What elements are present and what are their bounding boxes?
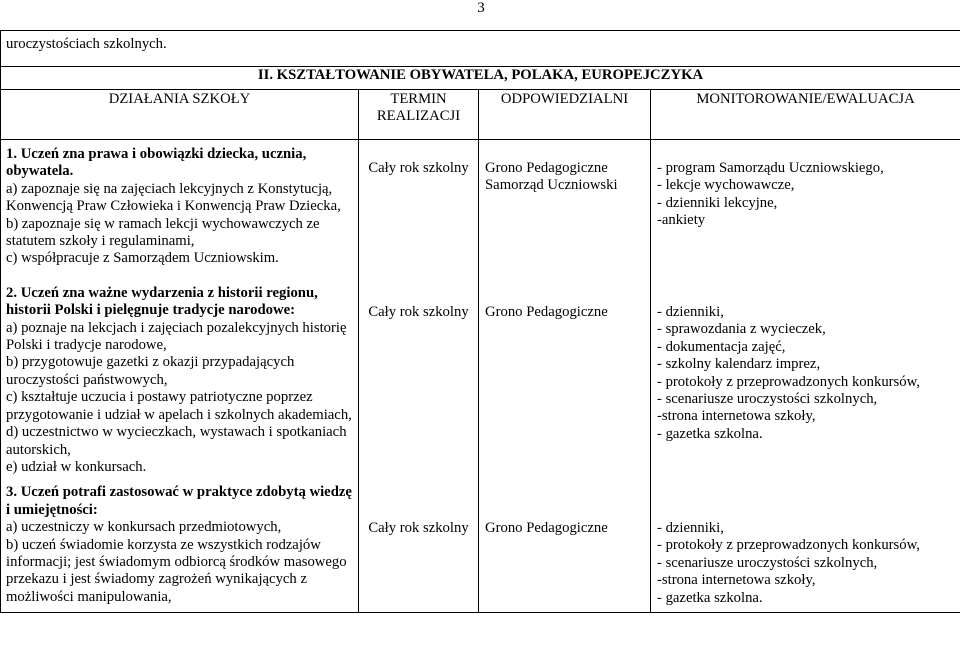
- action-item: a) uczestniczy w konkursach przedmiotowych,: [6, 519, 282, 536]
- monitoring-item: -strona internetowa szkoły,: [657, 408, 816, 425]
- action-title-3: 3. Uczeń potrafi zastosować w praktyce zdobytą wiedzę i umiejętności:: [6, 484, 352, 518]
- term-3: Cały rok szkolny: [368, 520, 469, 536]
- term-1: Cały rok szkolny: [368, 160, 469, 176]
- action-block-2: [6, 285, 352, 476]
- responsible-item: Grono Pedagogiczne: [485, 304, 608, 320]
- action-item: c) kształtuje uczucia i postawy patriotyczne poprzez przygotowanie i udział w apelach i szkolnych akademiach,: [6, 389, 352, 423]
- monitoring-1: [657, 160, 956, 304]
- section-title: II. KSZTAŁTOWANIE OBYWATELA, POLAKA, EUROPEJCZYKA: [1, 67, 960, 90]
- monitoring-2: [657, 304, 956, 520]
- action-item: a) zapoznaje się na zajęciach lekcyjnych z Konstytucją, Konwencją Praw Człowieka i Konwencją Praw Dziecka,: [6, 180, 341, 215]
- action-block-3: [6, 484, 352, 606]
- monitoring-item: - dokumentacja zajęć,: [657, 338, 786, 355]
- action-item: b) uczeń świadomie korzysta ze wszystkich rodzajów informacji; jest świadomym odbiorcą środków masowego przekazu i jest świadomy zagrożeń wynikających z możliwości manipulowania,: [6, 536, 347, 605]
- monitoring-item: - dzienniki,: [657, 520, 724, 536]
- responsible-cell: [479, 140, 651, 613]
- monitoring-item: - gazetka szkolna.: [657, 425, 763, 442]
- monitoring-item: - scenariusze uroczystości szkolnych,: [657, 391, 878, 408]
- action-item: d) uczestnictwo w wycieczkach, wystawach i spotkaniach autorskich,: [6, 424, 347, 458]
- action-item: a) poznaje na lekcjach i zajęciach pozalekcyjnych historię Polski i tradycje narodowe,: [6, 319, 347, 354]
- actions-cell: [1, 140, 359, 613]
- plan-table: [0, 30, 960, 613]
- action-item: b) zapoznaje się w ramach lekcji wychowawczych ze statutem szkoły i regulaminami,: [6, 215, 320, 250]
- responsible-1: [485, 160, 646, 304]
- action-item: e) udział w konkursach.: [6, 458, 147, 475]
- section-row: [1, 67, 960, 90]
- monitoring-item: - szkolny kalendarz imprez,: [657, 356, 821, 373]
- monitoring-item: - dzienniki lekcyjne,: [657, 194, 778, 211]
- term-2: Cały rok szkolny: [368, 304, 469, 320]
- monitoring-item: - gazetka szkolna.: [657, 589, 763, 606]
- action-item: c) współpracuje z Samorządem Uczniowskim.: [6, 250, 279, 267]
- monitoring-item: - protokoły z przeprowadzonych konkursów,: [657, 537, 920, 554]
- monitoring-cell: [651, 140, 960, 613]
- action-item: b) przygotowuje gazetki z okazji przypadających uroczystości państwowych,: [6, 354, 295, 388]
- term-cell: [359, 140, 479, 613]
- responsible-item: Samorząd Uczniowski: [485, 177, 618, 194]
- monitoring-item: - scenariusze uroczystości szkolnych,: [657, 554, 878, 571]
- action-title-2: 2. Uczeń zna ważne wydarzenia z historii regionu, historii Polski i pielęgnuje tradycje narodowe:: [6, 284, 318, 319]
- action-block-1: [6, 146, 352, 268]
- continuation-row: [1, 31, 960, 67]
- monitoring-item: -ankiety: [657, 212, 706, 229]
- action-title-1: 1. Uczeń zna prawa i obowiązki dziecka, ucznia, obywatela.: [6, 146, 307, 180]
- continuation-text: uroczystościach szkolnych.: [1, 31, 960, 67]
- monitoring-item: - sprawozdania z wycieczek,: [657, 321, 826, 338]
- header-row: [1, 90, 960, 140]
- header-term: TERMIN REALIZACJI: [359, 90, 479, 140]
- responsible-3: [485, 520, 646, 537]
- responsible-2: [485, 304, 646, 520]
- monitoring-item: - lekcje wychowawcze,: [657, 177, 795, 194]
- header-responsible: ODPOWIEDZIALNI: [479, 90, 651, 140]
- monitoring-item: - dzienniki,: [657, 304, 724, 320]
- responsible-item: Grono Pedagogiczne: [485, 520, 608, 536]
- monitoring-3: [657, 520, 956, 607]
- header-monitoring: MONITOROWANIE/EWALUACJA: [651, 90, 960, 140]
- monitoring-item: - program Samorządu Uczniowskiego,: [657, 160, 884, 176]
- monitoring-item: - protokoły z przeprowadzonych konkursów,: [657, 373, 920, 390]
- header-actions: DZIAŁANIA SZKOŁY: [1, 90, 359, 140]
- monitoring-item: -strona internetowa szkoły,: [657, 572, 816, 589]
- responsible-item: Grono Pedagogiczne: [485, 160, 608, 176]
- page-number: 3: [477, 0, 485, 16]
- content-row: [1, 140, 960, 613]
